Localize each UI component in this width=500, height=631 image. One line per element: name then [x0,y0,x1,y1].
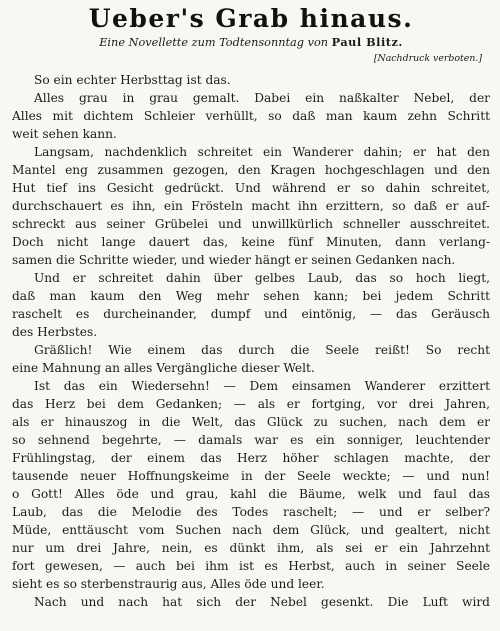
text-line: Mantel eng zusammen gezogen, den Kragen hochgeschlagen und den [12,163,490,177]
text-line: eine Mahnung an alles Vergängliche dieser Welt. [12,361,315,375]
author-name: Paul Blitz. [331,35,403,49]
text-line: nur um drei Jahre, nein, es dünkt ihm, als sei er ein Jahrzehnt [12,541,490,555]
text-line: sieht es so sterbenstraurig aus, Alles öde und leer. [12,577,325,591]
text-line: als er hinauszog in die Welt, das Glück zu suchen, nach dem er [12,415,490,429]
text-line: Laub, das die Melodie des Todes raschelt; — und er selber? [12,505,490,519]
text-line: das Herz bei dem Gedanken; — als er fortging, vor drei Jahren, [12,397,490,411]
text-line: Doch nicht lange dauert das, keine fünf Minuten, dann verlang- [12,235,490,249]
text-line: Müde, enttäuscht vom Suchen nach dem Glück, und gealtert, nicht [12,523,490,537]
text-line: Alles mit dichtem Schleier verhüllt, so daß man kaum zehn Schritt [12,109,490,123]
subtitle-prefix: Eine Novellette zum Todtensonntag von [99,36,329,49]
text-line: tausende neuer Hoffnungskeime in der Seele weckte; — und nun! [12,469,490,483]
text-line: Und er schreitet dahin über gelbes Laub, das so hoch liegt, [34,271,490,285]
text-line: so sehnend begehrte, — damals war es ein sonniger, leuchtender [12,433,490,447]
text-line: Ist das ein Wiedersehn! — Dem einsamen Wanderer erzittert [34,379,490,393]
text-line: samen die Schritte wieder, und wieder hängt er seinen Gedanken nach. [12,253,456,267]
text-line: o Gott! Alles öde und grau, kahl die Bäume, welk und faul das [12,487,490,501]
text-line: Gräßlich! Wie einem das durch die Seele reißt! So recht [34,343,490,357]
text-line: Langsam, nachdenklich schreitet ein Wanderer dahin; er hat den [34,145,490,159]
text-line: Hut tief ins Gesicht gedrückt. Und während er so dahin schreitet, [12,181,490,195]
article-title: Ueber's Grab hinaus. [88,4,414,33]
text-line: Nach und nach hat sich der Nebel gesenkt. Die Luft wird [34,595,490,609]
text-line: daß man kaum den Weg mehr sehen kann; bei jedem Schritt [12,289,490,303]
article-subtitle [12,35,490,50]
text-line: schreckt aus seiner Grübelei und unwillkürlich schneller ausschreitet. [12,217,490,231]
text-line: raschelt es durcheinander, dumpf und eintönig, — das Geräusch [12,307,490,321]
reprint-notice: [Nachdruck verboten.] [373,53,482,64]
text-line: So ein echter Herbsttag ist das. [34,73,231,87]
text-line: Frühlingstag, der einem das Herz höher schlagen machte, der [12,451,490,465]
text-line: fort gewesen, — auch bei ihm ist es Herbst, auch in seiner Seele [12,559,490,573]
text-line: durchschauert es ihn, ein Frösteln macht ihn erzittern, so daß er auf- [12,199,490,213]
article-body [12,71,490,611]
text-line: des Herbstes. [12,325,98,339]
text-line: Alles grau in grau gemalt. Dabei ein naßkalter Nebel, der [34,91,490,105]
text-line: weit sehen kann. [12,127,117,141]
